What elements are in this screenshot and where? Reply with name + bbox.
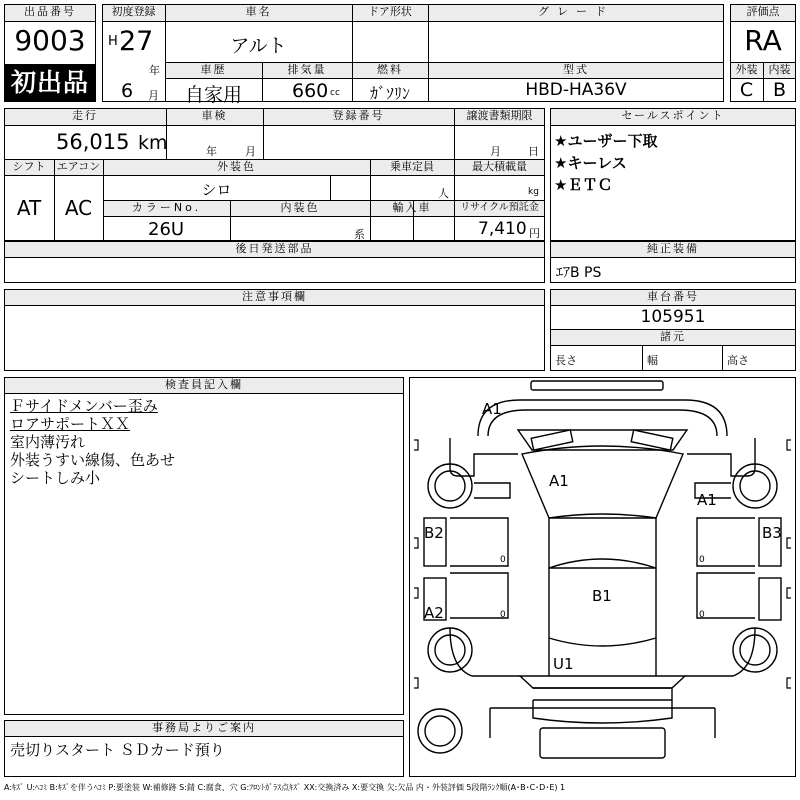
height-label: 高さ — [727, 354, 749, 367]
shift-value: AT — [16, 196, 42, 220]
mileage-label: 走行 — [72, 109, 98, 122]
capacity-unit: 人 — [438, 187, 449, 200]
first-registration-month: 6 — [121, 80, 134, 102]
score-label: 評価点 — [746, 5, 780, 18]
specs-label: 諸元 — [660, 330, 686, 343]
recycle-fee-unit: 円 — [529, 227, 540, 240]
lot-number: 9003 — [14, 24, 86, 57]
inspection-month-unit: 月 — [245, 145, 256, 158]
interior-color-label: 内装色 — [280, 201, 320, 214]
mileage-value: 56,015 — [56, 130, 130, 154]
zero-mark-3: 0 — [699, 555, 705, 565]
lot-number-label: 出品番号 — [24, 5, 76, 18]
month-unit: 月 — [148, 89, 159, 102]
damage-mark-right-front-door: B3 — [762, 524, 782, 542]
inspector-notes-label: 検査員記入欄 — [165, 378, 243, 391]
zero-mark-1: 0 — [500, 555, 506, 565]
zero-mark-2: 0 — [500, 610, 506, 620]
sales-point-2: ★キーレス — [554, 154, 627, 172]
zero-mark-4: 0 — [699, 610, 705, 620]
later-parts-label: 後日発送部品 — [235, 242, 314, 255]
exterior-color: シロ — [201, 181, 232, 199]
displacement-label: 排気量 — [287, 63, 327, 76]
first-registration-year: 27 — [119, 26, 154, 57]
damage-mark-front-left: A1 — [549, 472, 569, 490]
sales-point-1: ★ユーザー下取 — [554, 132, 658, 150]
damage-mark-front-right: A1 — [697, 491, 717, 509]
inspector-note-3: 室内薄汚れ — [10, 433, 86, 451]
interior-color-unit: 系 — [354, 228, 365, 241]
damage-mark-left-rear: A2 — [424, 604, 444, 622]
inspection-year-unit: 年 — [206, 145, 217, 158]
inspector-note-1: Ｆサイドメンバー歪み — [10, 397, 158, 415]
import-label: 輸入車 — [392, 201, 432, 214]
equipment-value: ｴｱB PS — [556, 265, 602, 281]
inspector-note-4: 外装うすい線傷、色あせ — [10, 451, 176, 469]
model-label: 型式 — [563, 63, 589, 76]
recycle-fee: 7,410 — [478, 219, 527, 239]
damage-mark-roof: B1 — [592, 587, 612, 605]
max-load-unit: kg — [528, 187, 539, 197]
transfer-day-unit: 日 — [528, 145, 539, 158]
equipment-label: 純正装備 — [647, 242, 699, 255]
chassis-number-label: 車台番号 — [647, 290, 699, 303]
interior-label: 内装 — [768, 63, 791, 76]
first-registration-label: 初度登録 — [111, 5, 156, 18]
exterior-label: 外装 — [735, 63, 758, 76]
legend: A:ｷｽﾞ U:ﾍｺﾐ B:ｷｽﾞを伴うﾍｺﾐ P:要塗装 W:補修跡 S:錆 C:腐食、穴 G:ﾌﾛﾝﾄｶﾞﾗｽ点ｷｽﾞ XX:交換済み X:要交換 欠:欠品 内・外装評価 5段階ﾗﾝｸ順(A･B･C･D･E) 1 — [4, 783, 566, 792]
model-value: HBD-HA36V — [525, 80, 627, 100]
transfer-deadline-label: 譲渡書類期限 — [466, 109, 533, 122]
fuel-value: ｶﾞｿﾘﾝ — [369, 84, 410, 103]
chassis-number: 105951 — [640, 307, 706, 327]
inspection-label: 車検 — [201, 109, 228, 122]
width-label: 幅 — [647, 354, 658, 367]
office-notice-label: 事務局よりご案内 — [152, 721, 256, 734]
aircon-value: AC — [64, 196, 93, 220]
office-notice-text: 売切りスタート ＳＤカード預り — [10, 741, 225, 759]
era: H — [108, 34, 118, 49]
registration-number-label: 登録番号 — [332, 109, 385, 122]
color-number-label: カラーNo. — [131, 201, 202, 214]
history-value: 自家用 — [184, 84, 242, 106]
overall-score: RA — [744, 24, 782, 57]
damage-diagram — [409, 377, 796, 777]
sales-point-3: ★ＥＴＣ — [554, 176, 613, 194]
displacement-unit: cc — [330, 88, 340, 98]
car-outline — [410, 378, 795, 776]
interior-score: B — [772, 79, 787, 101]
sales-points-label: セールスポイント — [621, 109, 725, 122]
first-listing-badge: 初出品 — [4, 64, 96, 102]
exterior-color-label: 外装色 — [217, 160, 256, 173]
damage-mark-hood: A1 — [482, 400, 502, 418]
exterior-score: C — [739, 79, 754, 101]
capacity-label: 乗車定員 — [390, 160, 434, 173]
aircon-label: エアコン — [56, 160, 101, 173]
grade-label: グレード — [538, 5, 614, 18]
inspector-note-5: シートしみ小 — [10, 469, 101, 487]
transfer-month-unit: 月 — [490, 145, 501, 158]
mileage-unit: km — [138, 132, 168, 154]
fuel-label: 燃料 — [377, 63, 403, 76]
cautions-label: 注意事項欄 — [242, 290, 307, 303]
door-label: ドア形状 — [368, 5, 412, 18]
year-unit: 年 — [149, 64, 160, 77]
recycle-fee-label: リサイクル預託金 — [460, 202, 539, 213]
max-load-label: 最大積載量 — [472, 160, 527, 173]
history-label: 車歴 — [200, 63, 227, 76]
car-name-label: 車名 — [245, 5, 272, 18]
damage-mark-left-front-door: B2 — [424, 524, 444, 542]
car-name: アルト — [230, 35, 287, 57]
damage-mark-rear: U1 — [553, 655, 574, 673]
inspector-note-2: ロアサポートＸＸ — [10, 415, 131, 433]
color-number: 26U — [148, 219, 185, 240]
displacement-value: 660 — [292, 80, 329, 102]
shift-label: シフト — [12, 160, 46, 173]
length-label: 長さ — [555, 354, 577, 367]
